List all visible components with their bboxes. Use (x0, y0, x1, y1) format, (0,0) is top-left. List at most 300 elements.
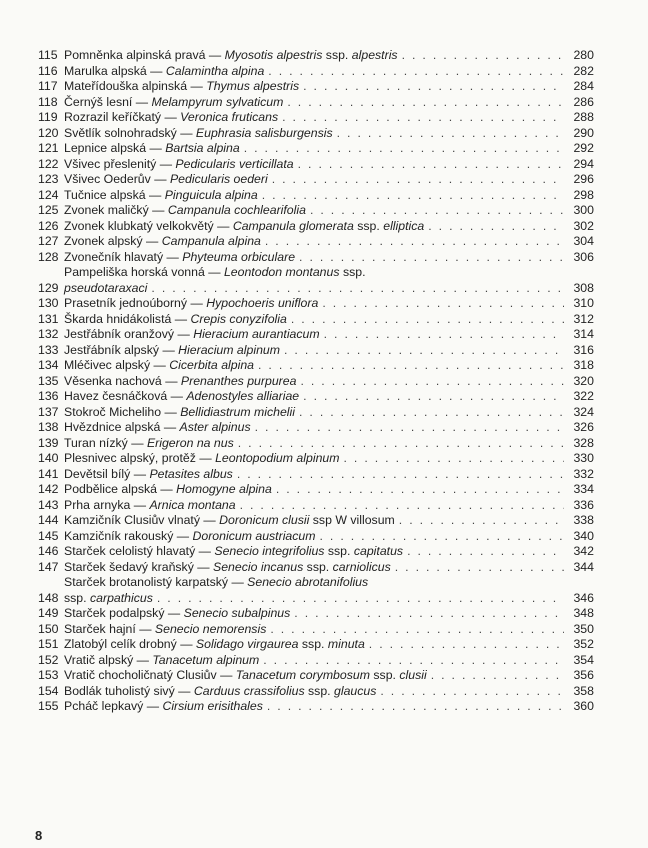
latin-name: Bartsia alpina (165, 141, 240, 155)
czech-name: Kamzičník Clusiův vlnatý (64, 513, 200, 527)
page-reference: 334 (573, 482, 594, 496)
latin-name: Doronicum austriacum (192, 528, 316, 543)
page-reference: 332 (573, 466, 594, 481)
page-reference: 314 (573, 327, 594, 341)
subspecies-name: capitatus (353, 544, 404, 558)
entry-number: 124 (38, 187, 59, 202)
latin-name: Hieracium alpinum (178, 342, 280, 357)
subspecies-marker: ssp. (357, 218, 380, 233)
czech-name: Škarda hnidákolistá (64, 311, 172, 326)
dot-leader (234, 436, 564, 452)
entry-number: 137 (38, 404, 59, 419)
em-dash: — (166, 249, 179, 264)
latin-name: Adenostyles alliariae (186, 389, 300, 403)
czech-name: Mléčivec alpský (64, 358, 151, 372)
dot-leader (316, 529, 565, 545)
entry-number: 118 (38, 94, 58, 109)
czech-name: Havez česnáčková (64, 389, 168, 403)
dot-leader (290, 606, 564, 622)
latin-name: Senecio incanus (213, 559, 304, 574)
toc-entry (38, 126, 594, 142)
czech-name: Jestřábník oranžový (64, 327, 175, 341)
subspecies-marker: ssp. (64, 590, 87, 605)
dot-leader (264, 64, 564, 80)
entry-number: 119 (38, 110, 58, 124)
dot-leader (280, 343, 564, 359)
czech-name: Marulka alpská (64, 63, 147, 78)
dot-leader (259, 653, 564, 669)
subspecies-marker: ssp W villosum (312, 513, 395, 527)
page-reference: 304 (573, 234, 594, 248)
toc-entry (38, 234, 594, 250)
dot-leader (295, 250, 564, 266)
em-dash: — (198, 544, 211, 558)
page-reference: 294 (573, 156, 594, 171)
entry-number: 141 (38, 466, 59, 481)
em-dash: — (190, 296, 203, 310)
entry-number: 144 (38, 513, 59, 527)
page-reference: 322 (573, 389, 594, 403)
toc-entry (38, 219, 594, 235)
em-dash: — (174, 311, 188, 326)
em-dash: — (139, 621, 152, 636)
em-dash: — (165, 373, 178, 388)
em-dash: — (220, 668, 233, 682)
dot-leader (263, 699, 564, 715)
page-reference: 290 (573, 125, 594, 140)
page-reference: 352 (573, 637, 594, 651)
czech-name: Černýš lesní (64, 94, 133, 109)
page-reference: 324 (573, 404, 594, 419)
czech-name: Zlatobýl celík drobný (64, 637, 177, 651)
toc-entry (38, 79, 594, 95)
entry-number: 134 (38, 358, 59, 372)
czech-name: Zvonek klubkatý velkokvětý (64, 218, 214, 233)
em-dash: — (162, 342, 175, 357)
czech-name: Turan nízký (64, 435, 128, 450)
em-dash: — (152, 203, 165, 217)
dot-leader (427, 668, 564, 684)
entry-number: 132 (38, 327, 59, 341)
entry-number: 136 (38, 389, 59, 403)
em-dash: — (164, 404, 177, 419)
toc-entry (38, 172, 594, 188)
latin-name: Melampyrum sylvaticum (151, 94, 284, 109)
czech-name: Hvězdnice alpská (64, 420, 161, 434)
em-dash: — (164, 110, 177, 124)
page-reference: 312 (573, 311, 594, 326)
em-dash: — (199, 451, 212, 465)
subspecies-name: pseudotaraxaci (64, 280, 148, 295)
toc-entry (38, 622, 594, 638)
entry-number: 128 (38, 249, 59, 264)
page-reference: 356 (573, 668, 594, 682)
page-reference: 320 (573, 373, 594, 388)
latin-name: Campanula glomerata (232, 218, 354, 233)
em-dash: — (159, 156, 172, 171)
dot-leader (376, 684, 564, 700)
toc-entry (38, 529, 594, 545)
dot-leader (236, 498, 564, 514)
czech-name: Starček brotanolistý karpatský (64, 575, 229, 589)
entry-number: 145 (38, 528, 59, 543)
dot-leader (365, 637, 564, 653)
em-dash: — (149, 141, 162, 155)
dot-leader (147, 281, 564, 297)
dot-leader (153, 591, 564, 607)
dot-leader (261, 234, 564, 250)
latin-name: Cirsium erisithales (162, 699, 263, 713)
page-reference: 348 (573, 606, 594, 620)
toc-entry (38, 544, 594, 560)
czech-name: Světlík solnohradský (64, 125, 177, 140)
czech-name: Všivec Oederův (64, 172, 151, 186)
toc-entry (38, 296, 594, 312)
entry-number: 154 (38, 683, 59, 698)
em-dash: — (180, 637, 193, 651)
em-dash: — (208, 265, 221, 279)
entry-number: 123 (38, 172, 59, 186)
czech-name: Starček hajní (64, 621, 136, 636)
latin-name: Veronica fruticans (180, 110, 279, 124)
toc-entry (38, 436, 594, 452)
subspecies-marker: ssp. (306, 559, 330, 574)
em-dash: — (131, 435, 144, 450)
dot-leader (251, 420, 564, 436)
czech-name: Pampeliška horská vonná (64, 265, 205, 279)
page-reference: 318 (573, 358, 594, 372)
entry-number: 147 (38, 559, 59, 574)
toc-entry (38, 451, 594, 467)
entry-number: 116 (38, 63, 58, 78)
em-dash: — (170, 389, 183, 403)
em-dash: — (136, 652, 149, 667)
toc-entry (38, 265, 594, 296)
em-dash: — (149, 187, 162, 202)
dot-leader (391, 560, 564, 576)
latin-name: Aster alpinus (179, 420, 251, 434)
toc-entry (38, 467, 594, 483)
toc-entry (38, 606, 594, 622)
dot-leader (320, 327, 564, 343)
entry-number: 115 (38, 48, 58, 62)
dot-leader (268, 172, 564, 188)
entry-number: 148 (38, 590, 59, 605)
em-dash: — (154, 172, 167, 186)
em-dash: — (160, 482, 173, 496)
latin-name: Hieracium aurantiacum (193, 327, 320, 341)
em-dash: — (190, 79, 203, 93)
toc-entry (38, 513, 594, 529)
toc-entry (38, 203, 594, 219)
czech-name: Bodlák tuholistý sivý (64, 683, 175, 698)
entry-number: 130 (38, 296, 59, 310)
page-reference: 288 (573, 110, 594, 124)
latin-name: Leontopodium alpinum (215, 451, 340, 465)
czech-name: Pomněnka alpinská pravá (64, 48, 206, 62)
entry-number: 120 (38, 125, 59, 140)
latin-name: Petasites albus (149, 466, 233, 481)
latin-name: Leontodon montanus (223, 265, 340, 279)
page-reference: 292 (573, 141, 594, 155)
toc-entry (38, 312, 594, 328)
latin-name: Doronicum clusii (219, 513, 310, 527)
latin-name: Homogyne alpina (176, 482, 272, 496)
entry-number: 125 (38, 203, 59, 217)
latin-name: Crepis conyzifolia (190, 311, 287, 326)
toc-entry (38, 95, 594, 111)
entry-number: 126 (38, 218, 59, 233)
page-reference: 298 (573, 187, 594, 202)
entry-number: 152 (38, 652, 59, 667)
page-reference: 316 (573, 342, 594, 357)
em-dash: — (150, 63, 163, 78)
subspecies-name: alpestris (351, 48, 398, 62)
entry-number: 151 (38, 637, 59, 651)
table-of-contents (38, 48, 594, 715)
czech-name: Starček celolistý hlavatý (64, 544, 196, 558)
toc-entry (38, 420, 594, 436)
toc-entry (38, 637, 594, 653)
toc-entry (38, 405, 594, 421)
latin-name: Pedicularis verticillata (175, 156, 294, 171)
czech-name: Stokroč Micheliho (64, 404, 162, 419)
dot-leader (266, 622, 564, 638)
latin-name: Hypochoeris uniflora (206, 296, 319, 310)
czech-name: Plesnivec alpský, protěž (64, 451, 196, 465)
dot-leader (398, 48, 564, 64)
em-dash: — (167, 606, 181, 620)
entry-number: 143 (38, 497, 59, 512)
latin-name: Senecio nemorensis (154, 621, 267, 636)
entry-number: 150 (38, 621, 59, 636)
entry-number: 129 (38, 280, 59, 295)
dot-leader (272, 482, 564, 498)
dot-leader (306, 203, 564, 219)
page-reference: 280 (573, 48, 594, 62)
dot-leader (278, 110, 564, 126)
page-reference: 302 (573, 218, 594, 233)
dot-leader (424, 219, 564, 235)
entry-number: 142 (38, 482, 59, 496)
toc-entry (38, 699, 594, 715)
page-reference: 328 (573, 435, 594, 450)
latin-name: Senecio abrotanifolius (247, 575, 369, 589)
entry-number: 121 (38, 141, 59, 155)
latin-name: Carduus crassifolius (193, 683, 305, 698)
entry-number: 155 (38, 699, 59, 713)
czech-name: Lepnice alpská (64, 141, 147, 155)
em-dash: — (146, 234, 159, 248)
em-dash: — (176, 528, 190, 543)
em-dash: — (146, 699, 160, 713)
em-dash: — (177, 327, 190, 341)
page-reference: 284 (573, 79, 594, 93)
page-reference: 308 (573, 280, 594, 295)
page-reference: 336 (573, 497, 594, 512)
czech-name: Všivec přeslenitý (64, 156, 157, 171)
entry-number: 138 (38, 420, 59, 434)
page-reference: 340 (573, 528, 594, 543)
toc-entry (38, 250, 594, 266)
czech-name: Věsenka nachová (64, 373, 162, 388)
toc-entry (38, 498, 594, 514)
em-dash: — (135, 94, 149, 109)
czech-name: Prha arnyka (64, 497, 131, 512)
czech-name: Tučnice alpská (64, 187, 146, 202)
toc-entry (38, 374, 594, 390)
toc-entry (38, 560, 594, 576)
em-dash: — (133, 497, 147, 512)
page-reference: 346 (573, 590, 594, 605)
latin-name: Solidago virgaurea (195, 637, 299, 651)
subspecies-name: clusii (399, 668, 427, 682)
entry-number: 153 (38, 668, 59, 682)
em-dash: — (197, 559, 210, 574)
page-number: 8 (35, 828, 43, 843)
czech-name: Zvonek alpský (64, 234, 143, 248)
page-reference: 296 (573, 172, 594, 186)
czech-name: Jestřábník alpský (64, 342, 160, 357)
page-reference: 354 (573, 652, 594, 667)
latin-name: Bellidiastrum michelii (180, 404, 296, 419)
page-reference: 300 (573, 203, 594, 217)
latin-name: Phyteuma orbiculare (182, 249, 296, 264)
czech-name: Kamzičník rakouský (64, 528, 174, 543)
dot-leader (287, 312, 564, 328)
latin-name: Pedicularis oederi (169, 172, 268, 186)
latin-name: Arnica montana (149, 497, 236, 512)
toc-entry (38, 141, 594, 157)
latin-name: Cicerbita alpina (169, 358, 255, 372)
em-dash: — (203, 513, 216, 527)
em-dash: — (153, 358, 166, 372)
entry-number: 149 (38, 606, 59, 620)
latin-name: Senecio subalpinus (183, 606, 291, 620)
entry-number: 146 (38, 544, 59, 558)
dot-leader (240, 141, 564, 157)
em-dash: — (178, 683, 191, 698)
entry-number: 127 (38, 234, 59, 248)
page-reference: 350 (573, 621, 594, 636)
subspecies-name: glaucus (334, 683, 377, 698)
em-dash: — (208, 48, 222, 62)
toc-entry (38, 482, 594, 498)
latin-name: Tanacetum corymbosum (235, 668, 370, 682)
subspecies-marker: ssp. (327, 544, 351, 558)
subspecies-marker: ssp. (301, 637, 325, 651)
czech-name: Zvonečník hlavatý (64, 249, 164, 264)
page-reference: 326 (573, 420, 594, 434)
czech-name: Vratič alpský (64, 652, 134, 667)
toc-entry (38, 48, 594, 64)
page-reference: 310 (573, 296, 594, 310)
em-dash: — (133, 466, 147, 481)
toc-entry (38, 389, 594, 405)
dot-leader (333, 126, 564, 142)
subspecies-marker: ssp. (342, 265, 366, 279)
toc-entry (38, 575, 594, 606)
toc-entry (38, 64, 594, 80)
subspecies-name: minuta (327, 637, 365, 651)
subspecies-name: carpathicus (89, 590, 153, 605)
toc-entry (38, 653, 594, 669)
dot-leader (395, 513, 564, 529)
czech-name: Zvonek maličký (64, 203, 149, 217)
page-reference: 338 (573, 513, 594, 527)
czech-name: Rozrazil keříčkatý (64, 110, 162, 124)
toc-entry (38, 684, 594, 700)
dot-leader (340, 451, 565, 467)
em-dash: — (163, 420, 177, 434)
dot-leader (254, 358, 564, 374)
page-reference: 360 (573, 699, 594, 713)
czech-name: Pcháč lepkavý (64, 699, 144, 713)
latin-name: Campanula alpina (161, 234, 261, 248)
subspecies-marker: ssp. (308, 683, 331, 698)
latin-name: Erigeron na nus (146, 435, 234, 450)
page-reference: 344 (573, 559, 594, 574)
latin-name: Senecio integrifolius (214, 544, 325, 558)
subspecies-marker: ssp. (325, 48, 349, 62)
dot-leader (283, 95, 564, 111)
entry-number: 140 (38, 451, 59, 465)
em-dash: — (180, 125, 193, 140)
page-reference: 358 (573, 683, 594, 698)
toc-entry (38, 358, 594, 374)
czech-name: Devětsil bílý (64, 466, 131, 481)
czech-name: Starček podalpský (64, 606, 165, 620)
dot-leader (403, 544, 564, 560)
entry-number: 131 (38, 311, 59, 326)
czech-name: Podbělice alpská (64, 482, 157, 496)
page-reference: 330 (573, 451, 594, 465)
latin-name: Campanula cochlearifolia (167, 203, 306, 217)
entry-number: 122 (38, 156, 59, 171)
czech-name: Vratič chocholičnatý Clusiův (64, 668, 217, 682)
czech-name: Starček šedavý kraňský (64, 559, 194, 574)
entry-number: 135 (38, 373, 59, 388)
entry-number: 139 (38, 435, 59, 450)
dot-leader (299, 79, 564, 95)
toc-entry (38, 668, 594, 684)
em-dash: — (231, 575, 244, 589)
latin-name: Pinguicula alpina (164, 187, 258, 202)
page-reference: 306 (573, 249, 594, 264)
subspecies-marker: ssp. (373, 668, 396, 682)
page-reference: 286 (573, 94, 594, 109)
czech-name: Prasetník jednoúborný (64, 296, 188, 310)
toc-entry (38, 188, 594, 204)
toc-entry (38, 157, 594, 173)
page-reference: 342 (573, 544, 594, 558)
toc-entry (38, 327, 594, 343)
em-dash: — (217, 218, 230, 233)
czech-name: Mateřídouška alpinská (64, 79, 188, 93)
toc-entry (38, 110, 594, 126)
dot-leader (295, 405, 564, 421)
dot-leader (233, 467, 564, 483)
toc-entry (38, 343, 594, 359)
latin-name: Myosotis alpestris (224, 48, 323, 62)
latin-name: Thymus alpestris (206, 79, 300, 93)
latin-name: Tanacetum alpinum (152, 652, 260, 667)
dot-leader (296, 374, 564, 390)
entry-number: 133 (38, 342, 59, 357)
dot-leader (258, 188, 564, 204)
latin-name: Calamintha alpina (165, 63, 265, 78)
page-reference: 282 (573, 63, 594, 78)
